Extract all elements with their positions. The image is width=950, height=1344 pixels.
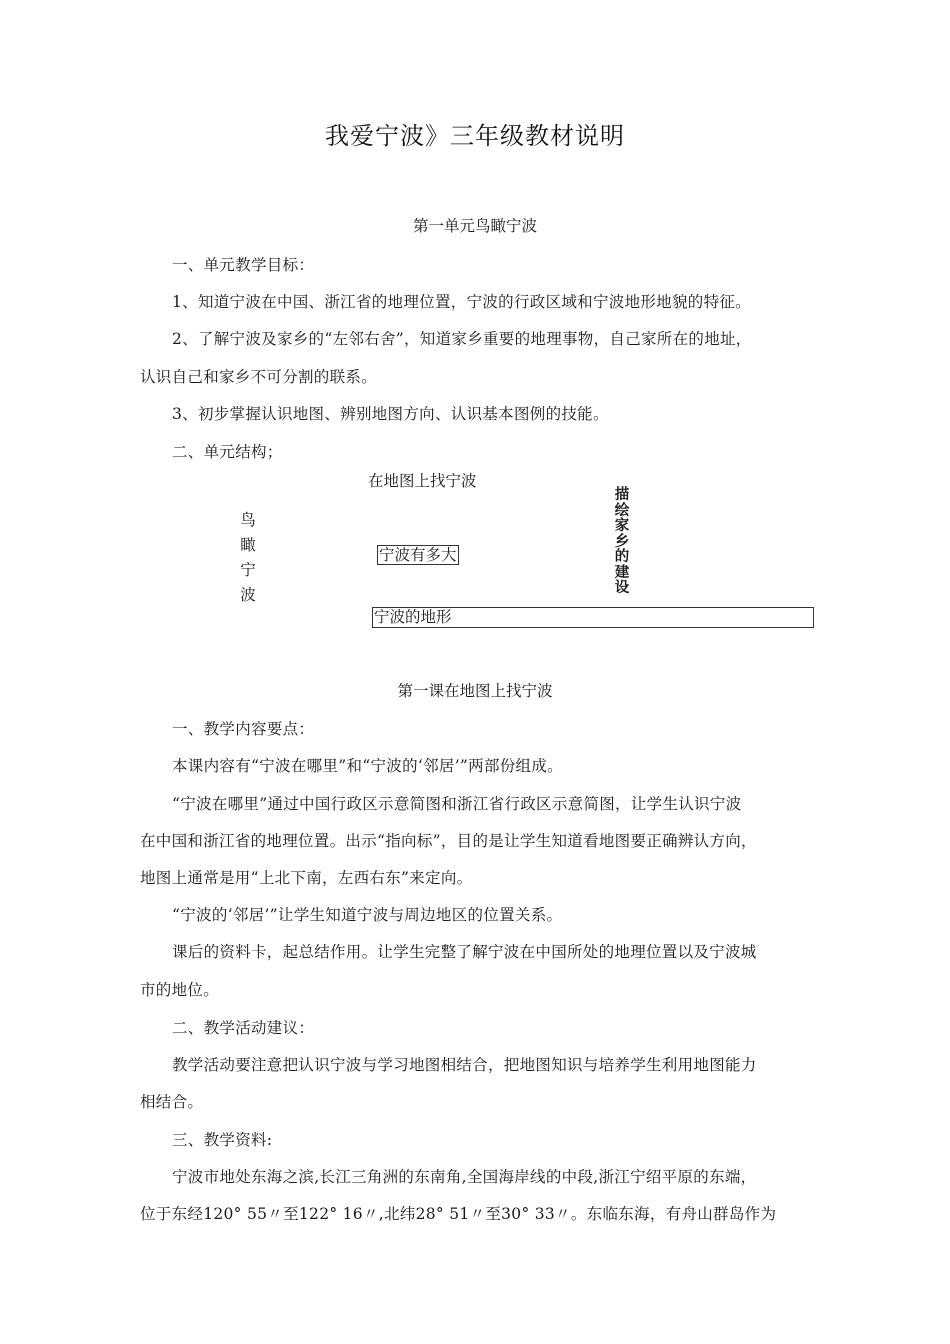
- diagram-vertical-char: 乡: [614, 533, 630, 550]
- paragraph-4-line2: 市的地位。: [140, 981, 220, 999]
- paragraph-3: “宁波的‘邻居’”让学生知道宁波与周边地区的位置关系。: [172, 906, 563, 924]
- structure-heading: 二、单元结构；: [172, 443, 283, 461]
- objectives-heading: 一、单元教学目标：: [172, 256, 315, 274]
- diagram-item-top: 在地图上找宁波: [368, 472, 477, 490]
- objective-2-line2: 认识自己和家乡不可分割的联系。: [140, 368, 378, 386]
- materials-line2: 位于东经120° 55〃至122° 16〃,北纬28° 51〃至30° 33〃。东临东海，有舟山群岛作为: [140, 1205, 777, 1223]
- lesson-heading: 第一课在地图上找宁波: [397, 682, 553, 700]
- paragraph-2-line3: 地图上通常是用“上北下南，左西右东”来定向。: [140, 869, 473, 887]
- diagram-box-terrain: 宁波的地形: [372, 607, 814, 628]
- unit-heading: 第一单元鸟瞰宁波: [412, 217, 537, 235]
- content-heading: 一、教学内容要点：: [172, 720, 315, 738]
- activity-heading: 二、教学活动建议：: [172, 1019, 315, 1037]
- diagram-vertical-char: 的: [614, 549, 630, 565]
- paragraph-2-line1: “宁波在哪里”通过中国行政区示意简图和浙江省行政区示意简图，让学生认识宁波: [172, 795, 742, 813]
- activity-line2: 相结合。: [140, 1093, 204, 1111]
- materials-line1: 宁波市地处东海之滨,长江三角洲的东南角,全国海岸线的中段,浙江宁绍平原的东端，: [172, 1168, 757, 1186]
- diagram-vertical-char: 建: [614, 564, 630, 581]
- diagram-root-char: 瞰: [240, 536, 256, 554]
- objective-3: 3、初步掌握认识地图、辨别地图方向、认识基本图例的技能。: [172, 405, 609, 423]
- objective-2-line1: 2、了解宁波及家乡的“左邻右舍”，知道家乡重要的地理事物，自己家所在的地址，: [172, 330, 752, 348]
- activity-line1: 教学活动要注意把认识宁波与学习地图相结合，把地图知识与培养学生利用地图能力: [172, 1056, 757, 1074]
- diagram-box-size: 宁波有多大: [379, 546, 457, 564]
- diagram-root-char: 波: [240, 586, 256, 604]
- diagram-item-vertical: [612, 488, 632, 597]
- paragraph-4-line1: 课后的资料卡，起总结作用。让学生完整了解宁波在中国所处的地理位置以及宁波城: [172, 943, 757, 961]
- diagram-vertical-char: 家: [614, 518, 630, 534]
- diagram-root-char: 鸟: [240, 511, 256, 529]
- diagram-vertical-char: 设: [614, 580, 630, 596]
- diagram-vertical-char: 绘: [614, 502, 630, 519]
- paragraph-1: 本课内容有“宁波在哪里”和“宁波的‘邻居’”两部份组成。: [172, 757, 563, 775]
- objective-1: 1、知道宁波在中国、浙江省的地理位置，宁波的行政区域和宁波地形地貌的特征。: [172, 293, 751, 311]
- materials-heading: 三、教学资料:: [172, 1131, 273, 1149]
- diagram-root: [238, 508, 258, 608]
- diagram-root-char: 宁: [240, 561, 256, 579]
- paragraph-2-line2: 在中国和浙江省的地理位置。出示“指向标”，目的是让学生知道看地图要正确辨认方向，: [140, 832, 757, 850]
- page-title: 我爱宁波》三年级教材说明: [325, 122, 625, 150]
- diagram-vertical-char: 描: [614, 487, 630, 503]
